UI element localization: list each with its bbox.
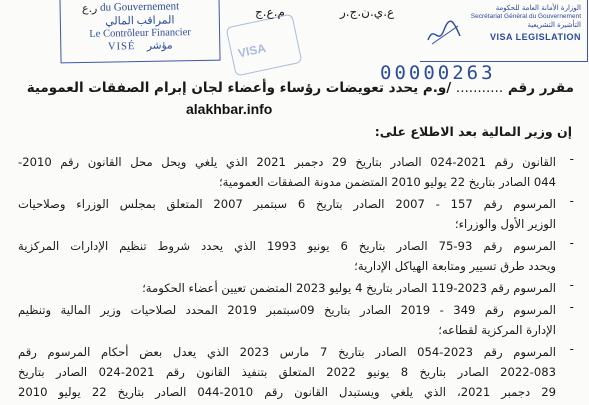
stamp-leg-line3: التأشيرة التشريعية: [527, 21, 581, 29]
bullet-dash: -: [569, 278, 574, 292]
title-text: /و.م يحدد تعويضات رؤساء وأعضاء لجان إبرام الصفقات العمومية: [26, 80, 452, 96]
citation-line: الوزير الأول والوزراء؛: [454, 217, 556, 231]
citation-line: ويحدد طرق تسيير ومتابعة الهياكل الإدارية؛: [354, 259, 556, 273]
stamp-vise-fr: VISÉ: [107, 41, 136, 53]
header-ref-mid: م.ع.ج: [255, 5, 285, 19]
stamp-leg-line1: الوزارة الأمانة العامة للحكومة: [495, 4, 581, 12]
stamp-leg-line2: Secrétariat Général du Gouvernement: [470, 13, 581, 20]
title-prefix: مقرر رقم: [507, 80, 574, 96]
signature-scribble-icon: [424, 18, 464, 48]
stamp-vise-ar: مؤشر: [146, 40, 173, 52]
citation-line: 2022-083 الصادر بتاريخ 8 يونيو 2022 المتعلق بتنفيذ القانون رقم 2021-024 الصادر بتاريخ: [18, 365, 556, 379]
citation-line: 29 دجمبر 2021، الذي يلغي ويستبدل القانون رقم 2010-044 الصادر بتاريخ 22 يوليو 2010: [18, 385, 556, 399]
stamp-line-vise: [61, 39, 219, 54]
faint-visa-stamp: VISA: [226, 13, 303, 76]
citation-line: المرسوم رقم 157 - 2007 الصادر بتاريخ 6 سبتمبر 2007 المتعلق بمجلس الوزراء وصلاحيات: [18, 197, 556, 211]
citation-line: المرسوم رقم 2023-119 الصادر بتاريخ 4 يوليو 2023 المتضمن تعيين أعضاء الحكومة؛: [142, 281, 556, 295]
bullet-dash: -: [569, 194, 574, 208]
citation-line: المرسوم رقم 93-75 الصادر بتاريخ 6 يونيو 1993 الذي يحدد شروط تنظيم الإدارات المركزية: [18, 239, 556, 253]
preamble: إن وزير المالية بعد الاطلاع على:: [374, 124, 572, 139]
header-ref-left: ر.ع: [82, 2, 98, 15]
bullet-dash: -: [569, 300, 574, 314]
citations-list: [18, 152, 574, 404]
citation-line: القانون رقم 2021-024 الصادر بتاريخ 29 دجمبر 2021 الذي يلغي ويحل محل القانون رقم 2010-: [18, 155, 556, 169]
citation-item: [18, 300, 574, 340]
citation-item: [18, 278, 574, 298]
serial-number: 00000263: [380, 62, 496, 84]
citation-line: الإدارة المركزية لقطاعه؛: [438, 323, 556, 337]
stamp-line-controller-ar: المراقب المالي: [105, 14, 175, 28]
bullet-dash: -: [569, 342, 574, 356]
citation-item: [18, 236, 574, 276]
stamp-line-controller-fr: Le Contrôleur Financier: [89, 27, 191, 40]
bullet-dash: -: [569, 236, 574, 250]
decision-title: [14, 80, 574, 96]
legislation-visa-stamp: [420, 0, 588, 62]
site-watermark: alakhbar.info: [186, 101, 273, 117]
citation-line: المرسوم رقم 349 - 2019 الصادر بتاريخ 09سبتمبر 2019 المحدد لصلاحيات وزير المالية وتنظيم: [18, 303, 556, 317]
bullet-dash: -: [569, 152, 574, 166]
citation-item: [18, 194, 574, 234]
stamp-line-gouvernement: du Gouvernement: [99, 0, 180, 14]
citation-line: 044 الصادر بتاريخ 22 يوليو 2010 المتضمن مدونة الصفقات العمومية؛: [218, 175, 556, 189]
stamp-leg-line4: VISA LEGISLATION: [489, 32, 581, 42]
citation-line: المرسوم رقم 2023-054 الصادر بتاريخ 7 مارس 2023 الذي يعدل بعض أحكام المرسوم رقم: [18, 345, 556, 359]
citation-item: [18, 342, 574, 402]
title-dots: ...........: [455, 80, 504, 96]
header-ref-right: ع.ي.ن.ج.ر: [340, 5, 395, 19]
citation-item: [18, 152, 574, 192]
